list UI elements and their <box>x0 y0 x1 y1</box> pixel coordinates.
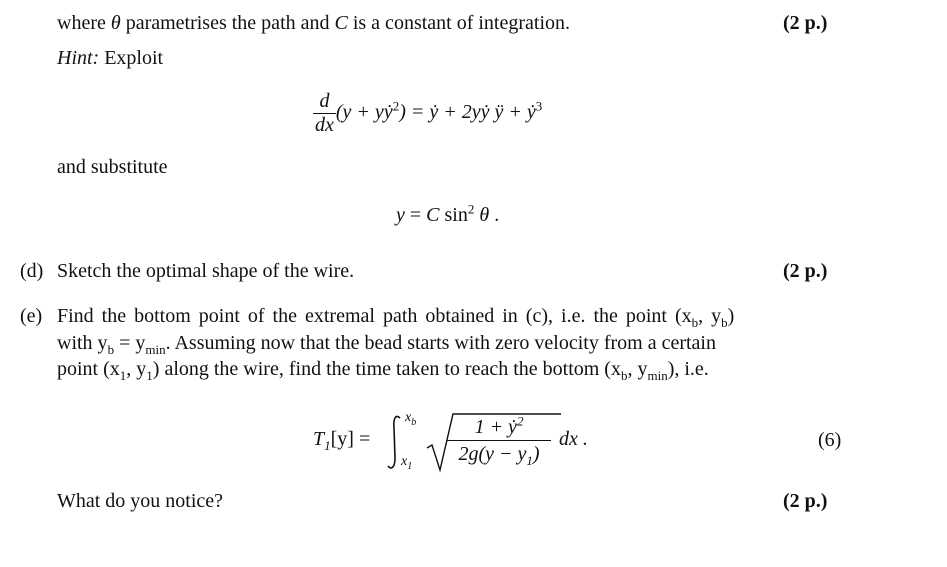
eq3-t-sub: 1 <box>324 438 331 453</box>
points-label-d: (2 p.) <box>783 260 828 282</box>
sub-b: b <box>721 315 728 330</box>
equation-time-integral <box>313 410 613 474</box>
part-e-line-1-text: Find the bottom point of the extremal path obtained in (c), i.e. the point (x <box>57 305 692 327</box>
hint-text: Exploit <box>99 47 164 69</box>
eq2-period: . <box>489 204 500 226</box>
eq2-square: 2 <box>467 201 475 217</box>
part-e-line-2 <box>57 332 716 355</box>
part-e-line-2-post: . Assuming now that the bead starts with zero velocity from a certain <box>165 332 716 354</box>
derivative-fraction <box>313 90 336 137</box>
lower-x: x <box>401 454 408 469</box>
eq1-lhs: (y + yẏ <box>335 101 393 124</box>
part-e-line-3-mid2: , y <box>627 358 648 380</box>
part-e-line-1-mid: , y <box>698 305 722 327</box>
den-text: 2g(y − y <box>458 443 527 465</box>
integral-lower-limit <box>401 454 412 470</box>
part-e-line-1-end: ) <box>727 305 735 327</box>
part-e-line-3-post: ) along the wire, find the time taken to reach the bottom (x <box>152 358 621 380</box>
derivative-denominator: dx <box>315 114 334 136</box>
den-sub: 1 <box>526 453 533 468</box>
hint-line <box>57 47 163 70</box>
part-e-label: (e) <box>20 305 43 327</box>
eq3-t: T <box>313 428 325 450</box>
eq2-y: y <box>396 204 405 226</box>
sub-min: min <box>145 342 166 357</box>
lower-sub: 1 <box>407 460 413 472</box>
intro-text: where <box>57 12 111 34</box>
integral-upper-limit <box>405 410 416 426</box>
den-end: ) <box>532 443 540 465</box>
eq3-dx: dx . <box>559 428 588 450</box>
sub-1: 1 <box>119 368 127 383</box>
eq3-lhs <box>313 428 370 451</box>
part-e-line-3-mid: , y <box>126 358 147 380</box>
part-d-text: Sketch the optimal shape of the wire. <box>57 260 355 282</box>
substitute-text: and substitute <box>57 156 168 178</box>
part-e-line-3-pre: point (x <box>57 358 120 380</box>
intro-line <box>57 12 570 35</box>
eq1-cube: 3 <box>535 98 543 114</box>
points-label-notice: (2 p.) <box>783 490 828 512</box>
fraction-bar <box>447 440 551 441</box>
upper-sub: b <box>411 416 417 428</box>
eq3-arg: [y] = <box>330 428 371 450</box>
part-e-line-3 <box>57 358 709 381</box>
intro-text-mid: parametrises the path and <box>120 12 335 34</box>
part-e-line-3-end: ), i.e. <box>667 358 709 380</box>
eq2-c: C <box>426 204 440 226</box>
part-d-label: (d) <box>20 260 44 282</box>
points-label-1: (2 p.) <box>783 12 828 34</box>
eq2-equals: = <box>404 204 427 226</box>
sub-b: b <box>107 342 115 357</box>
equation-derivative <box>313 90 542 137</box>
part-e-line-2-eq: = y <box>114 332 146 354</box>
sub-b: b <box>620 368 628 383</box>
num-square: 2 <box>516 413 524 429</box>
sub-1: 1 <box>146 368 153 383</box>
upper-x: x <box>405 410 412 425</box>
constant-symbol: C <box>334 12 348 34</box>
part-e-line-2-pre: with y <box>57 332 108 354</box>
theta-symbol: θ <box>110 12 121 34</box>
equation-number: (6) <box>818 429 842 451</box>
part-e-line-1 <box>57 305 734 328</box>
eq1-square: 2 <box>392 98 400 114</box>
sub-b: b <box>691 315 699 330</box>
derivative-numerator: d <box>319 90 330 112</box>
sub-min: min <box>647 368 668 383</box>
hint-label: Hint: <box>57 47 100 69</box>
eq1-rhs: ) = ẏ + 2yẏ ÿ + ẏ <box>399 101 536 124</box>
num-text: 1 + ẏ <box>474 416 517 438</box>
equation-substitution <box>396 201 500 227</box>
eq2-theta: θ <box>474 204 490 226</box>
sqrt-denominator <box>445 443 553 466</box>
intro-text-post: is a constant of integration. <box>347 12 571 34</box>
eq2-sin: sin <box>439 204 468 226</box>
notice-text: What do you notice? <box>57 490 224 512</box>
sqrt-numerator <box>445 413 553 439</box>
